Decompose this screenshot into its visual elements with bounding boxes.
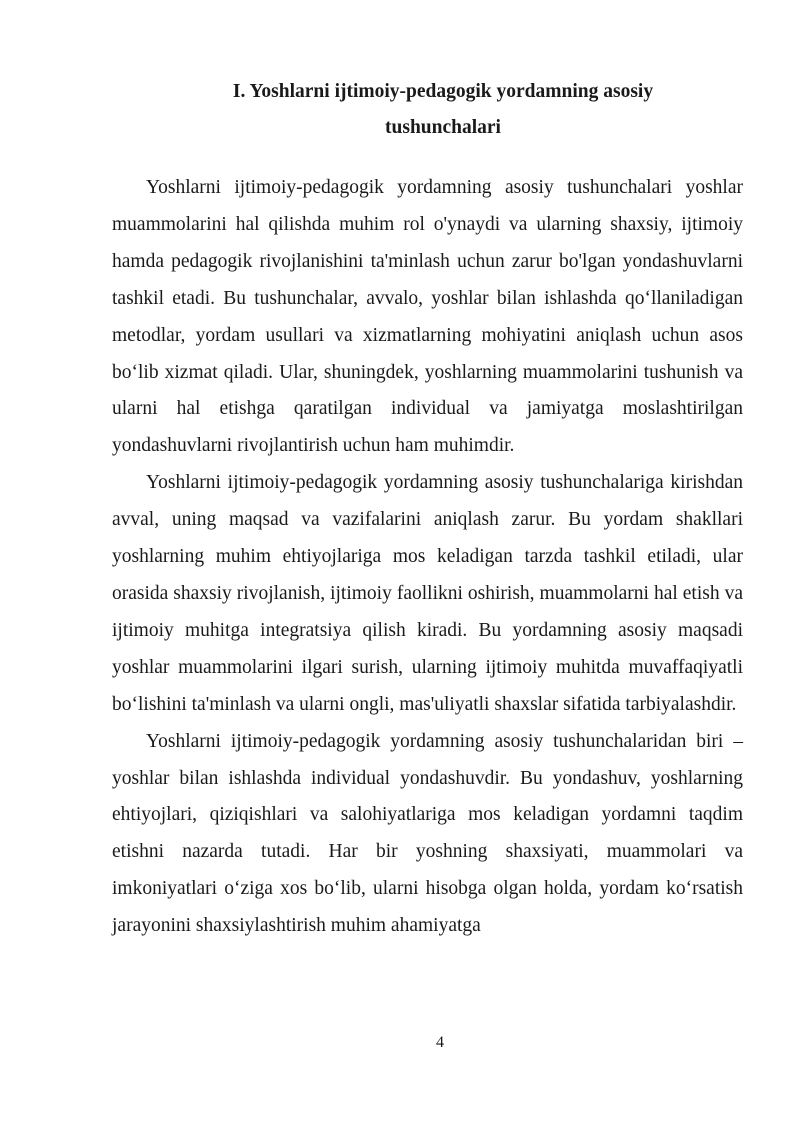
- page-number: 4: [436, 1034, 444, 1051]
- section-heading-line-1: I. Yoshlarni ijtimoiy-pedagogik yordamning asosiy: [232, 81, 654, 102]
- paragraph-2: Yoshlarni ijtimoiy-pedagogik yordamning asosiy tushunchalariga kirishdan avval, uning maqsad va vazifalarini aniqlash zarur. Bu yordam shakllari yoshlarning muhim ehtiyojlariga mos keladigan tarzda tashkil etiladi, ular orasida shaxsiy rivojlanish, ijtimoiy faollikni oshirish, muammolarni hal etish va ijtimoiy muhitga integratsiya qilish kiradi. Bu yordamning asosiy maqsadi yoshlar muammolarini ilgari surish, ularning ijtimoiy muhitda muvaffaqiyatli bo‘lishini ta'minlash va ularni ongli, mas'uliyatli shaxslar sifatida tarbiyalashdir.: [112, 472, 743, 715]
- paragraph-3: Yoshlarni ijtimoiy-pedagogik yordamning asosiy tushunchalaridan biri – yoshlar bilan ishlashda individual yondashuvdir. Bu yondashuv, yoshlarning ehtiyojlari, qiziqishlari va salohiyatlariga mos keladigan yordamni taqdim etishni nazarda tutadi. Har bir yoshning shaxsiyati, muammolari va imkoniyatlari o‘ziga xos bo‘lib, ularni hisobga olgan holda, yordam ko‘rsatish jarayonini shaxsiylashtirish muhim ahamiyatga: [112, 730, 743, 937]
- section-heading-line-2: tushunchalari: [385, 117, 501, 138]
- section-heading: [112, 74, 774, 146]
- body-text: [112, 170, 743, 945]
- paragraph-1: Yoshlarni ijtimoiy-pedagogik yordamning asosiy tushunchalari yoshlar muammolarini hal qilishda muhim rol o'ynaydi va ularning shaxsiy, ijtimoiy hamda pedagogik rivojlanishini ta'minlash uchun zarur bo'lgan yondashuvlarni tashkil etadi. Bu tushunchalar, avvalo, yoshlar bilan ishlashda qo‘llaniladigan metodlar, yordam usullari va xizmatlarning mohiyatini aniqlash uchun asos bo‘lib xizmat qiladi. Ular, shuningdek, yoshlarning muammolarini tushunish va ularni hal etishga qaratilgan individual va jamiyatga moslashtirilgan yondashuvlarni rivojlantirish uchun ham muhimdir.: [112, 177, 743, 457]
